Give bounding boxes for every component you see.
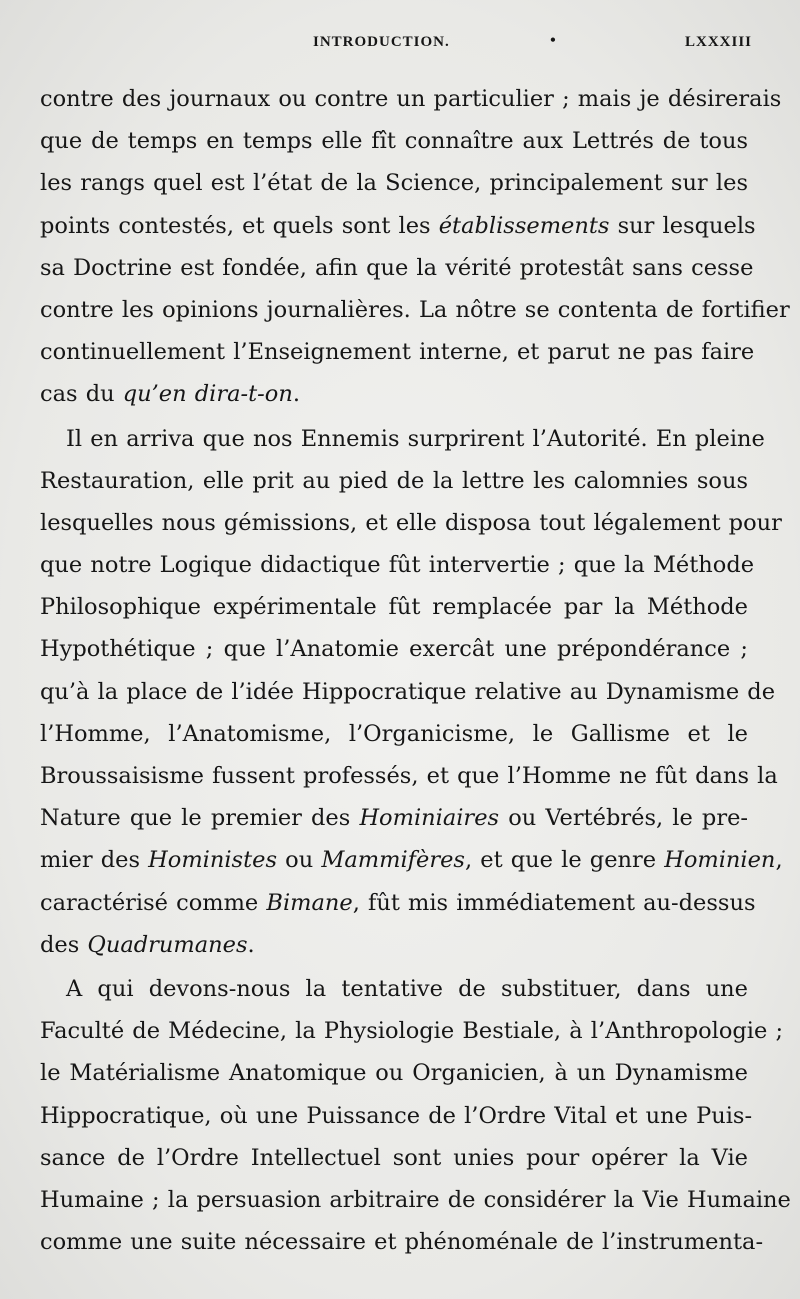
text-line: continuellement l’Enseignement interne, et parut ne pas faire [40, 339, 755, 366]
text-line: Humaine ; la persuasion arbitraire de considérer la Vie Humaine [40, 1186, 791, 1213]
text-line: Faculté de Médecine, la Physiologie Bestiale, à l’Anthropologie ; [40, 1018, 784, 1045]
italic-term: Mammifères [321, 847, 465, 874]
text-line: contre les opinions journalières. La nôtre se contenta de fortifier [40, 296, 790, 323]
text-line: Nature que le premier des Hominiaires ou Vertébrés, le pre- [40, 805, 748, 832]
text-line: points contestés, et quels sont les établissements sur lesquels [40, 212, 756, 239]
text-line: Broussaisisme fussent professés, et que l’Homme ne fût dans la [40, 763, 778, 789]
text-line: Restauration, elle prit au pied de la lettre les calomnies sous [40, 467, 748, 494]
text-line: caractérisé comme Bimane, fût mis immédiatement au-dessus [40, 889, 756, 916]
text-line: mier des Hoministes ou Mammifères, et que le genre Hominien, [40, 847, 783, 874]
italic-term: qu’en dira-t-on [122, 381, 293, 408]
italic-term: établissements [438, 212, 610, 239]
text-line: cas du qu’en dira-t-on. [40, 381, 300, 408]
text-line: que notre Logique didactique fût intervertie ; que la Méthode [40, 552, 755, 579]
page-body [40, 78, 791, 1263]
text-line: lesquelles nous gémissions, et elle disposa tout légalement pour [40, 509, 782, 536]
paragraph [40, 968, 791, 1263]
italic-term: Hoministes [148, 847, 278, 874]
text-line: Philosophique expérimentale fût remplacée par la Méthode [40, 594, 748, 621]
paragraph [40, 78, 790, 416]
text-line: A qui devons-nous la tentative de substituer, dans une [66, 975, 748, 1002]
text-line: sance de l’Ordre Intellectuel sont unies pour opérer la Vie [40, 1144, 748, 1171]
italic-term: Hominien [664, 847, 776, 874]
text-line: sa Doctrine est fondée, afin que la vérité protestât sans cesse [40, 254, 754, 281]
text-line: Hippocratique, où une Puissance de l’Ordre Vital et une Puis- [40, 1102, 753, 1129]
running-title: INTRODUCTION. [313, 34, 450, 50]
italic-term: Quadrumanes [87, 931, 248, 958]
running-header [40, 34, 752, 58]
text-line: Hypothétique ; que l’Anatomie exercât une prépondérance ; [40, 636, 748, 663]
text-line: comme une suite nécessaire et phénoménale de l’instrumenta- [40, 1229, 764, 1256]
text-line: des Quadrumanes. [40, 931, 255, 958]
text-line: qu’à la place de l’idée Hippocratique relative au Dynamisme de [40, 678, 776, 705]
italic-term: Bimane [266, 889, 353, 916]
italic-term: Hominiaires [359, 805, 500, 832]
text-line: que de temps en temps elle fît connaître aux Lettrés de tous [40, 128, 748, 155]
page-number: LXXXIII [684, 34, 752, 50]
paragraph [40, 418, 783, 966]
ink-mark: • [550, 32, 557, 49]
text-line: l’Homme, l’Anatomisme, l’Organicisme, le Gallisme et le [40, 720, 748, 747]
text-line: le Matérialisme Anatomique ou Organicien, à un Dynamisme [40, 1060, 748, 1087]
text-line: les rangs quel est l’état de la Science, principalement sur les [40, 170, 748, 197]
text-line: contre des journaux ou contre un particulier ; mais je désirerais [40, 86, 782, 112]
text-line: Il en arriva que nos Ennemis surprirent l’Autorité. En pleine [66, 425, 765, 452]
